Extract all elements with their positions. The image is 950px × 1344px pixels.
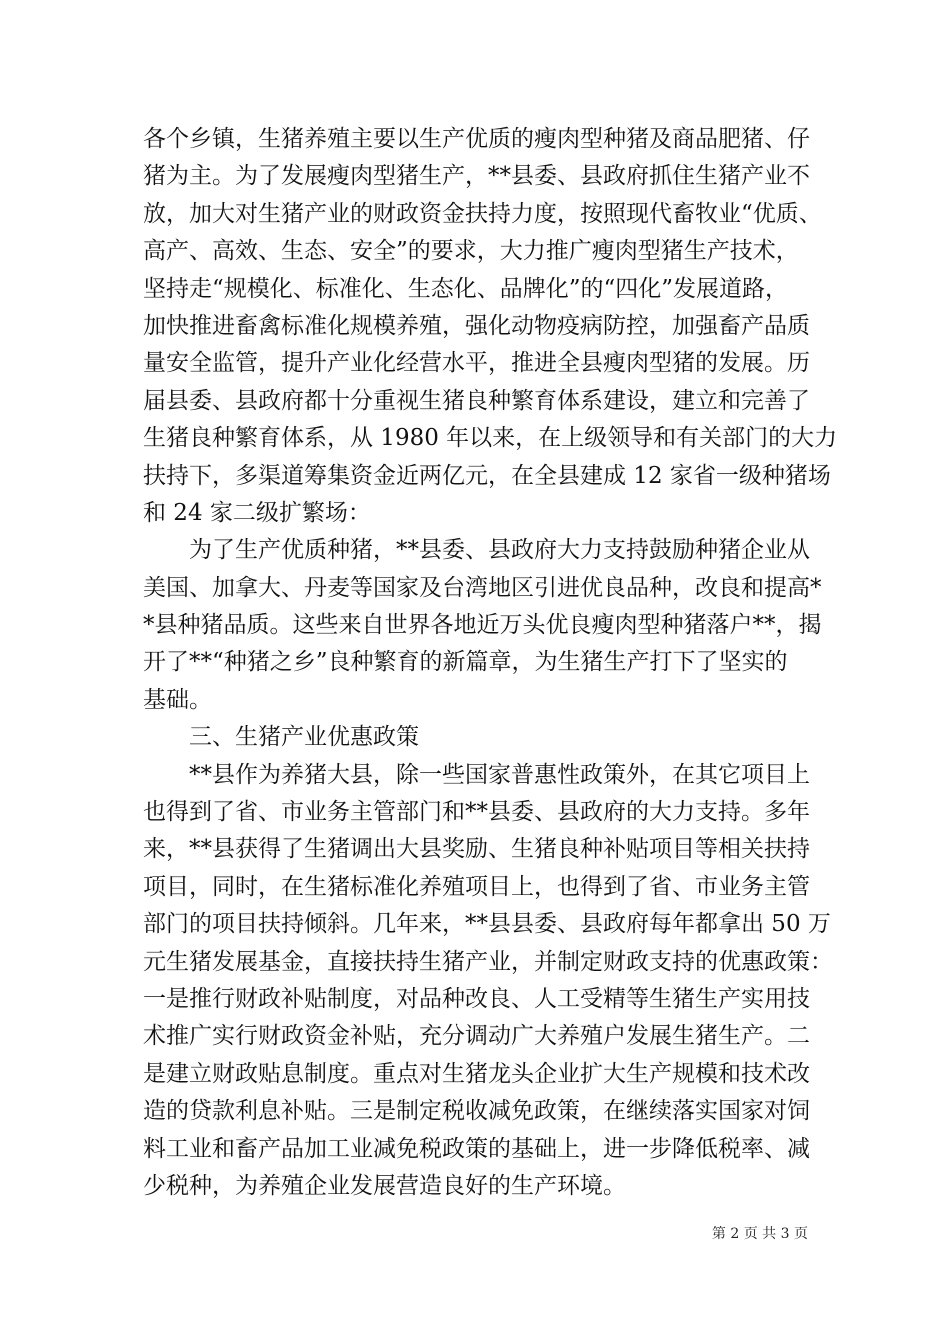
text-line: 是建立财政贴息制度。重点对生猪龙头企业扩大生产规模和技术改: [143, 1060, 810, 1087]
text-line: 和 24 家二级扩繁场：: [143, 499, 371, 526]
text-line: 开了**“种猪之乡”良种繁育的新篇章，为生猪生产打下了坚实的: [143, 649, 788, 676]
text-line: 量安全监管，提升产业化经营水平，推进全县瘦肉型猪的发展。历: [143, 350, 810, 377]
section-heading: 三、生猪产业优惠政策: [189, 724, 419, 751]
body-text: [143, 121, 838, 1205]
text-line: 来，**县获得了生猪调出大县奖励、生猪良种补贴项目等相关扶持: [143, 836, 810, 863]
text-line: 也得到了省、市业务主管部门和**县委、县政府的大力支持。多年: [143, 799, 810, 826]
paragraph-start-line: 为了生产优质种猪，**县委、县政府大力支持鼓励种猪企业从: [189, 537, 810, 564]
text-line: 元生猪发展基金，直接扶持生猪产业，并制定财政支持的优惠政策：: [143, 948, 833, 975]
text-line: 届县委、县政府都十分重视生猪良种繁育体系建设，建立和完善了: [143, 387, 810, 414]
text-line: 各个乡镇，生猪养殖主要以生产优质的瘦肉型种猪及商品肥猪、仔: [143, 126, 810, 152]
text-line: 高产、高效、生态、安全”的要求，大力推广瘦肉型猪生产技术，: [143, 238, 799, 265]
text-line: 部门的项目扶持倾斜。几年来，**县县委、县政府每年都拿出 50 万: [143, 911, 831, 938]
text-line: 猪为主。为了发展瘦肉型猪生产，**县委、县政府抓住生猪产业不: [143, 163, 810, 190]
text-line: 放，加大对生猪产业的财政资金扶持力度，按照现代畜牧业“优质、: [143, 200, 822, 227]
page-number: 第 2 页 共 3 页: [711, 1226, 808, 1242]
text-line: 少税种，为养殖企业发展营造良好的生产环境。: [143, 1172, 626, 1199]
text-line: 一是推行财政补贴制度，对品种改良、人工受精等生猪生产实用技: [143, 985, 810, 1012]
text-line: 料工业和畜产品加工业减免税政策的基础上，进一步降低税率、减: [143, 1135, 810, 1162]
text-line: 生猪良种繁育体系，从 1980 年以来，在上级领导和有关部门的大力: [143, 425, 838, 452]
text-line: 扶持下，多渠道筹集资金近两亿元，在全县建成 12 家省一级种猪场: [143, 462, 831, 489]
text-line: 美国、加拿大、丹麦等国家及台湾地区引进优良品种，改良和提高*: [143, 574, 822, 601]
text-line: 加快推进畜禽标准化规模养殖，强化动物疫病防控，加强畜产品质: [143, 312, 810, 339]
text-line: 项目，同时，在生猪标准化养殖项目上，也得到了省、市业务主管: [143, 873, 810, 900]
paragraph-start-line: **县作为养猪大县，除一些国家普惠性政策外，在其它项目上: [189, 761, 810, 788]
text-line: 造的贷款利息补贴。三是制定税收减免政策，在继续落实国家对饲: [143, 1098, 810, 1125]
text-line: 术推广实行财政资金补贴，充分调动广大养殖户发展生猪生产。二: [143, 1023, 810, 1050]
text-line: 基础。: [143, 686, 212, 713]
text-line: *县种猪品质。这些来自世界各地近万头优良瘦肉型种猪落户**，揭: [143, 612, 822, 639]
text-line: 坚持走“规模化、标准化、生态化、品牌化”的“四化”发展道路，: [143, 275, 789, 302]
